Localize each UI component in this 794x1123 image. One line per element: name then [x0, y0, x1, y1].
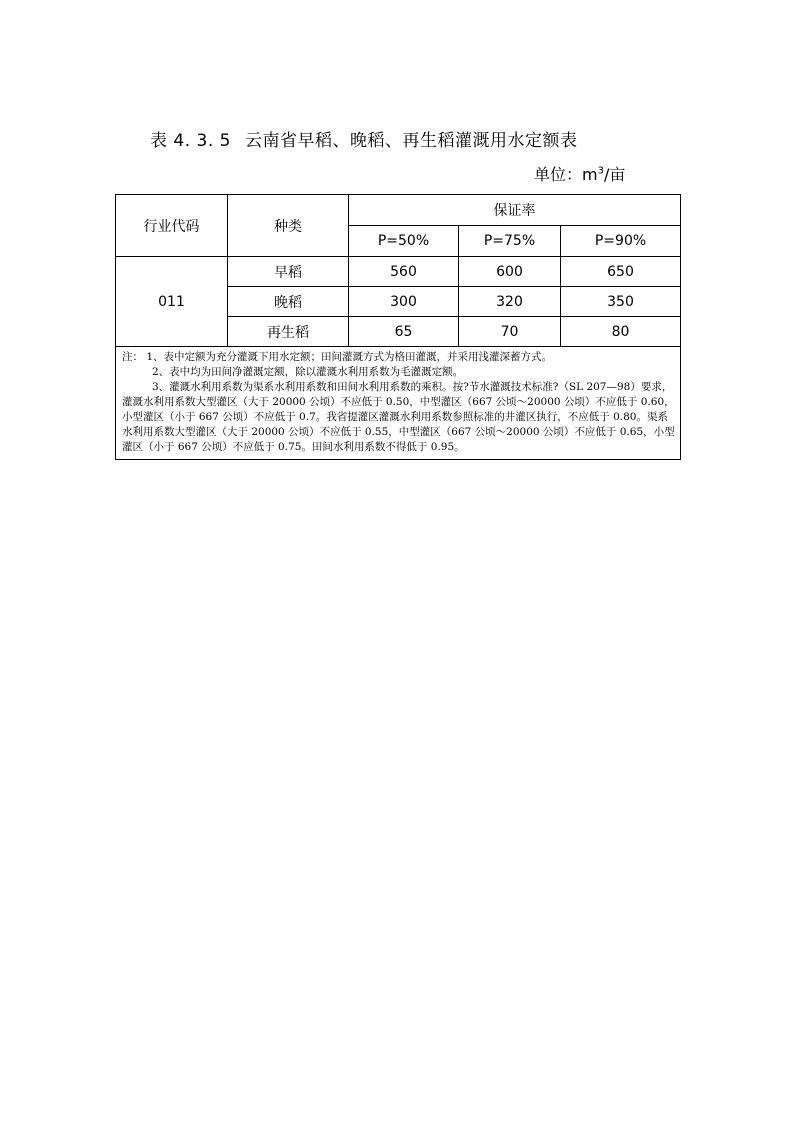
unit-suffix: /亩: [603, 165, 626, 184]
unit-prefix: 单位：m: [534, 165, 598, 184]
kind-cell: 晚稻: [228, 287, 349, 317]
industry-code-cell: 011: [116, 257, 228, 347]
unit-label: [534, 162, 625, 185]
header-p50: P=50%: [349, 226, 459, 257]
notes-row: [116, 347, 681, 460]
table-title: [150, 126, 577, 151]
unit-superscript: 3: [597, 165, 604, 177]
value-cell-p50: 300: [349, 287, 459, 317]
header-row: [116, 195, 681, 226]
header-guarantee-rate: 保证率: [349, 195, 681, 226]
value-cell-p90: 650: [561, 257, 681, 287]
notes-cell: [116, 347, 681, 460]
value-cell-p75: 600: [459, 257, 561, 287]
irrigation-quota-table: [115, 194, 681, 460]
value-cell-p75: 320: [459, 287, 561, 317]
note-3: 3、灌溉水利用系数为渠系水利用系数和田间水利用系数的乘积。按?节水灌溉技术标准?（SL 207—98）要求，灌溉水利用系数大型灌区（大于 20000 公顷）不应低于 0.50，中型灌区（667 公顷～20000 公顷）不应低于 0.60，小型灌区（小于 667 公顷）不应低于 0.7。我省提灌区灌溉水利用系数参照标准的井灌区执行，不应低于 0.80。渠系水利用系数大型灌区（大于 20000 公顷）不应低于 0.55，中型灌区（667 公顷～20000 公顷）不应低于 0.65，小型灌区（小于 667 公顷）不应低于 0.75。田间水利用系数不得低于 0.95。: [122, 381, 675, 453]
header-p90: P=90%: [561, 226, 681, 257]
header-p75: P=75%: [459, 226, 561, 257]
value-cell-p50: 560: [349, 257, 459, 287]
note-1: 注： 1、表中定额为充分灌溉下用水定额；田间灌溉方式为格田灌溉，并采用浅灌深蓄方式。: [122, 351, 553, 363]
kind-cell: 早稻: [228, 257, 349, 287]
value-cell-p75: 70: [459, 317, 561, 347]
value-cell-p90: 80: [561, 317, 681, 347]
note-2: 2、表中均为田间净灌溉定额，除以灌溉水利用系数为毛灌溉定额。: [152, 366, 464, 378]
header-industry-code: 行业代码: [116, 195, 228, 257]
table-row: [116, 257, 681, 287]
table-title-text: 云南省早稻、晚稻、再生稻灌溉用水定额表: [244, 131, 578, 151]
value-cell-p50: 65: [349, 317, 459, 347]
header-kind: 种类: [228, 195, 349, 257]
value-cell-p90: 350: [561, 287, 681, 317]
kind-cell: 再生稻: [228, 317, 349, 347]
table-number: 表 4. 3. 5: [150, 131, 231, 151]
